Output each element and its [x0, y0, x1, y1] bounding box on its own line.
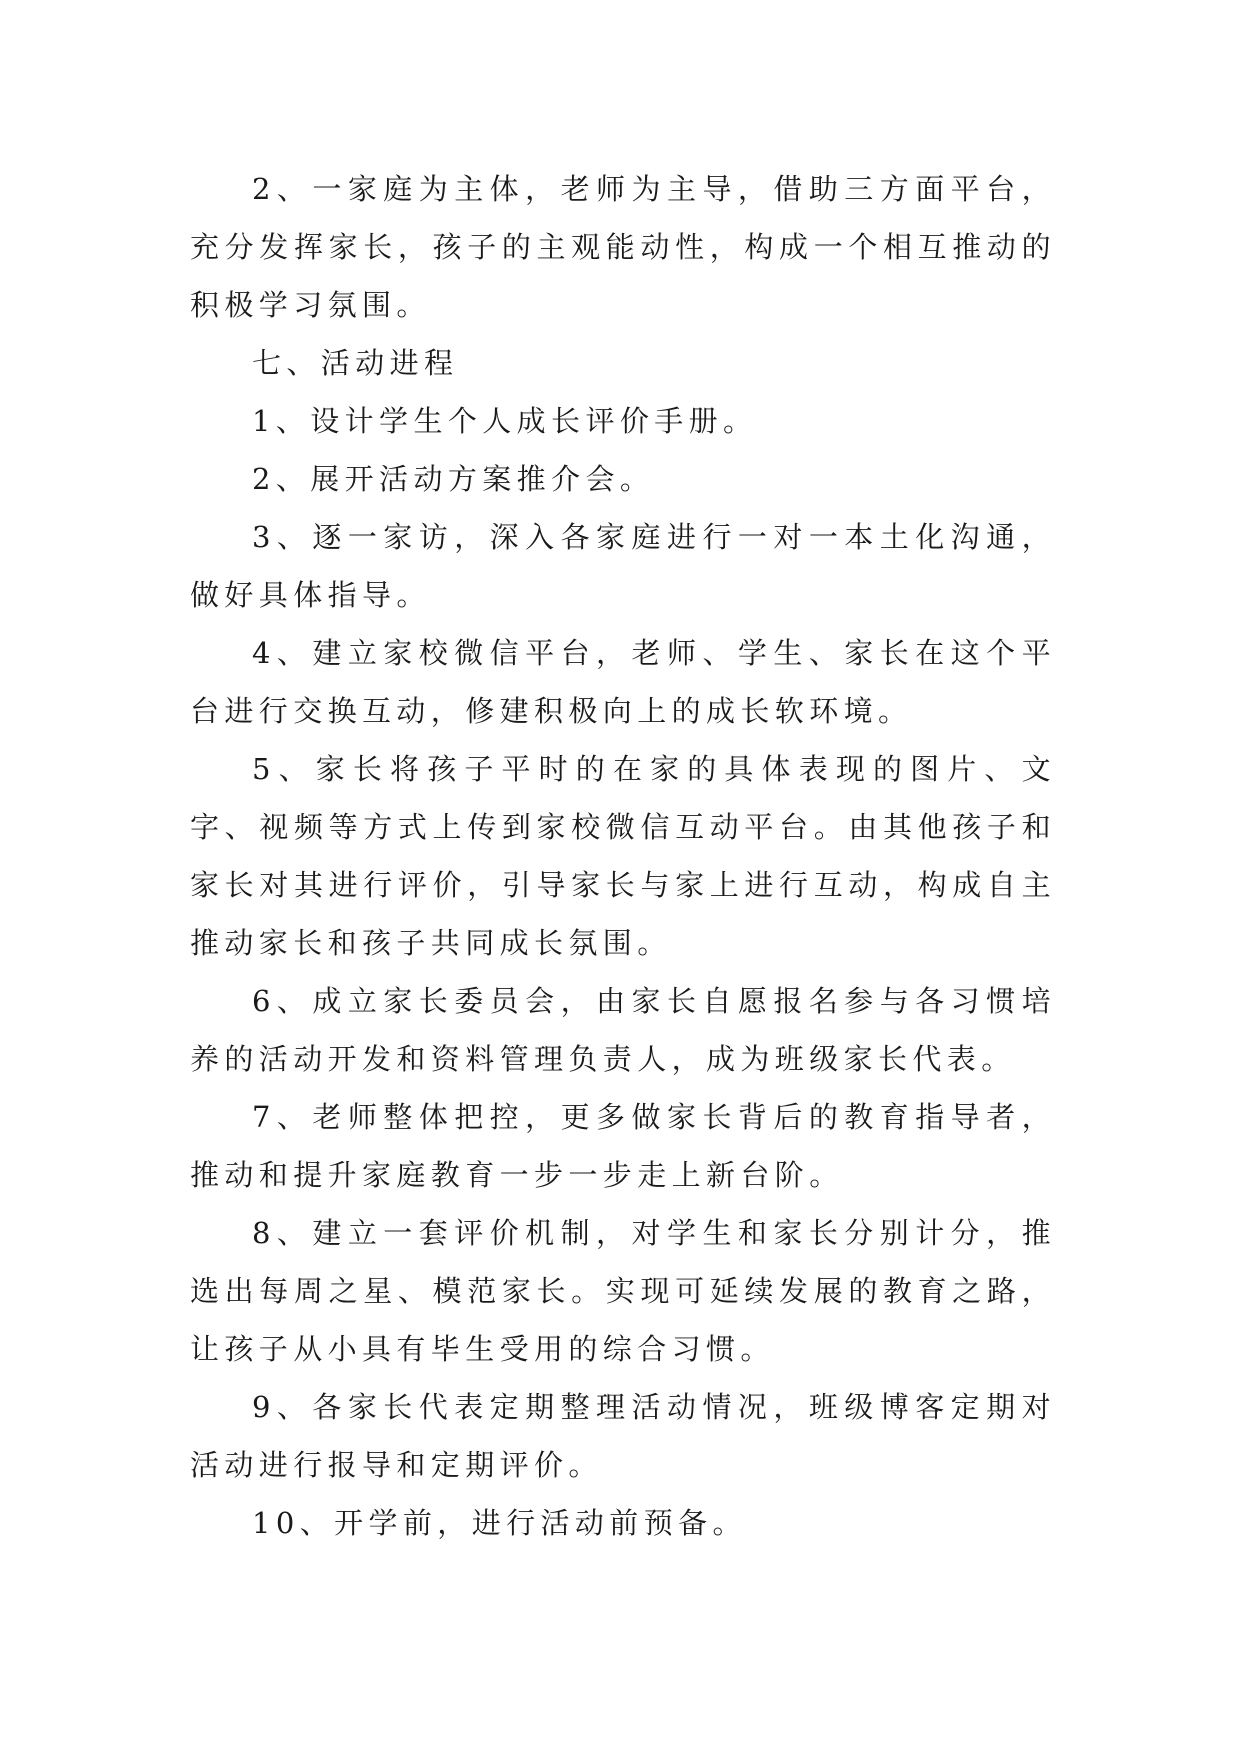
list-item: 5、家长将孩子平时的在家的具体表现的图片、文字、视频等方式上传到家校微信互动平台。由其他孩子和家长对其进行评价，引导家长与家上进行互动，构成自主推动家长和孩子共同成长氛围。	[190, 752, 1056, 960]
list-item: 9、各家长代表定期整理活动情况，班级博客定期对活动进行报导和定期评价。	[190, 1390, 1056, 1482]
list-item: 2、展开活动方案推介会。	[252, 462, 655, 496]
list-item: 7、老师整体把控，更多做家长背后的教育指导者，推动和提升家庭教育一步一步走上新台阶。	[190, 1100, 1056, 1192]
list-item: 4、建立家校微信平台，老师、学生、家长在这个平台进行交换互动，修建积极向上的成长软环境。	[190, 636, 1056, 728]
paragraph-principle-2: 2、一家庭为主体，老师为主导，借助三方面平台，充分发挥家长，孩子的主观能动性，构成一个相互推动的积极学习氛围。	[190, 172, 1056, 322]
list-item: 10、开学前，进行活动前预备。	[252, 1506, 747, 1540]
section-heading-activity-process: 七、活动进程	[252, 346, 459, 380]
list-item: 1、设计学生个人成长评价手册。	[252, 404, 758, 438]
list-item: 3、逐一家访，深入各家庭进行一对一本土化沟通，做好具体指导。	[190, 520, 1056, 612]
list-item: 6、成立家长委员会，由家长自愿报名参与各习惯培养的活动开发和资料管理负责人，成为班级家长代表。	[190, 984, 1056, 1076]
list-item: 8、建立一套评价机制，对学生和家长分别计分，推选出每周之星、模范家长。实现可延续发展的教育之路，让孩子从小具有毕生受用的综合习惯。	[190, 1216, 1056, 1366]
document-body	[190, 160, 1056, 1552]
